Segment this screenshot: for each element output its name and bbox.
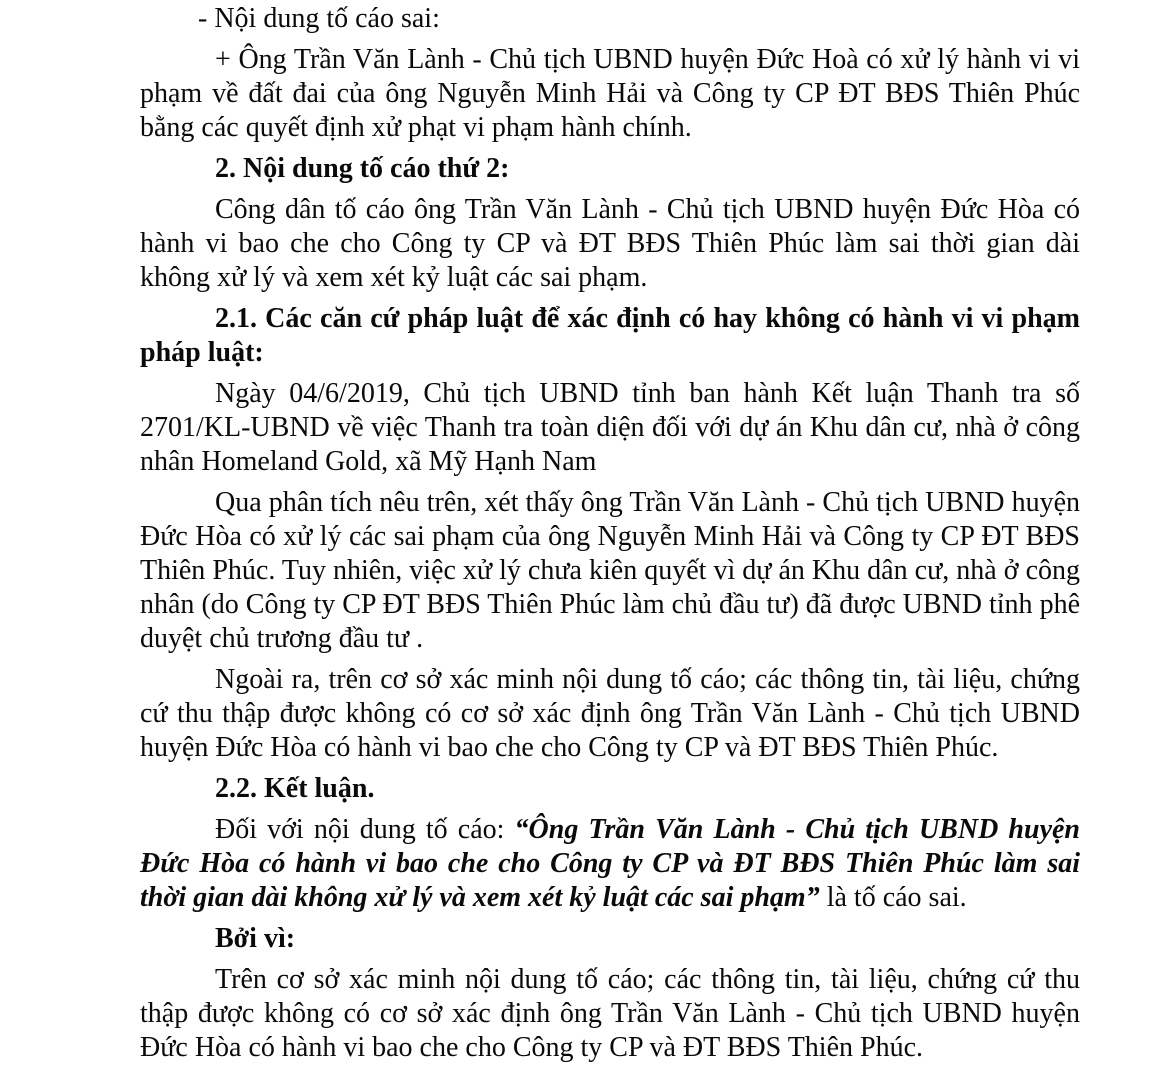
heading-section-2: 2. Nội dung tố cáo thứ 2: (215, 153, 510, 184)
paragraph-analysis: Qua phân tích nêu trên, xét thấy ông Trần Văn Lành - Chủ tịch UBND huyện Đức Hòa có xử lý các sai phạm của ông Nguyễn Minh Hải và Công ty CP ĐT BĐS Thiên Phúc. Tuy nhiên, việc xử lý chưa kiên quyết vì dự án Khu dân cư, nhà ở công nhân (do Công ty CP ĐT BĐS Thiên Phúc làm chủ đầu tư) đã được UBND tỉnh phê duyệt chủ trương đầu tư . (140, 487, 1080, 654)
conclusion-quoted-accusation: “Ông Trần Văn Lành - Chủ tịch UBND huyện Đức Hòa có hành vi bao che cho Công ty CP và ĐT BĐS Thiên Phúc làm sai thời gian dài không xử lý và xem xét kỷ luật các sai phạm” (140, 814, 1081, 913)
heading-because: Bởi vì: (215, 923, 296, 954)
paragraph-inspection-conclusion-2701: Ngày 04/6/2019, Chủ tịch UBND tỉnh ban hành Kết luận Thanh tra số 2701/KL-UBND về việc Thanh tra toàn diện đối với dự án Khu dân cư, nhà ở công nhân Homeland Gold, xã Mỹ Hạnh Nam (140, 378, 1080, 477)
line-wrong-accusation-content: - Nội dung tố cáo sai: (198, 3, 440, 34)
conclusion-intro-text: Đối với nội dung tố cáo: (215, 814, 515, 845)
paragraph-accusation-content: Công dân tố cáo ông Trần Văn Lành - Chủ tịch UBND huyện Đức Hòa có hành vi bao che cho Công ty CP và ĐT BĐS Thiên Phúc làm sai thời gian dài không xử lý và xem xét kỷ luật các sai phạm. (140, 194, 1080, 293)
heading-section-2-1-legal-basis: 2.1. Các căn cứ pháp luật để xác định có hay không có hành vi vi phạm pháp luật: (140, 303, 1080, 368)
paragraph-because-explanation: Trên cơ sở xác minh nội dung tố cáo; các thông tin, tài liệu, chứng cứ thu thập được không có cơ sở xác định ông Trần Văn Lành - Chủ tịch UBND huyện Đức Hòa có hành vi bao che cho Công ty CP và ĐT BĐS Thiên Phúc. (140, 964, 1080, 1063)
paragraph-no-basis-finding: Ngoài ra, trên cơ sở xác minh nội dung tố cáo; các thông tin, tài liệu, chứng cứ thu thập được không có cơ sở xác định ông Trần Văn Lành - Chủ tịch UBND huyện Đức Hòa có hành vi bao che cho Công ty CP và ĐT BĐS Thiên Phúc. (140, 664, 1080, 763)
paragraph-conclusion-statement (140, 813, 1080, 915)
paragraph-handling-violations: + Ông Trần Văn Lành - Chủ tịch UBND huyện Đức Hoà có xử lý hành vi vi phạm về đất đai của ông Nguyễn Minh Hải và Công ty CP ĐT BĐS Thiên Phúc bằng các quyết định xử phạt vi phạm hành chính. (140, 44, 1080, 143)
heading-section-2-2-conclusion: 2.2. Kết luận. (215, 773, 375, 804)
conclusion-verdict-text: là tố cáo sai. (819, 882, 967, 913)
